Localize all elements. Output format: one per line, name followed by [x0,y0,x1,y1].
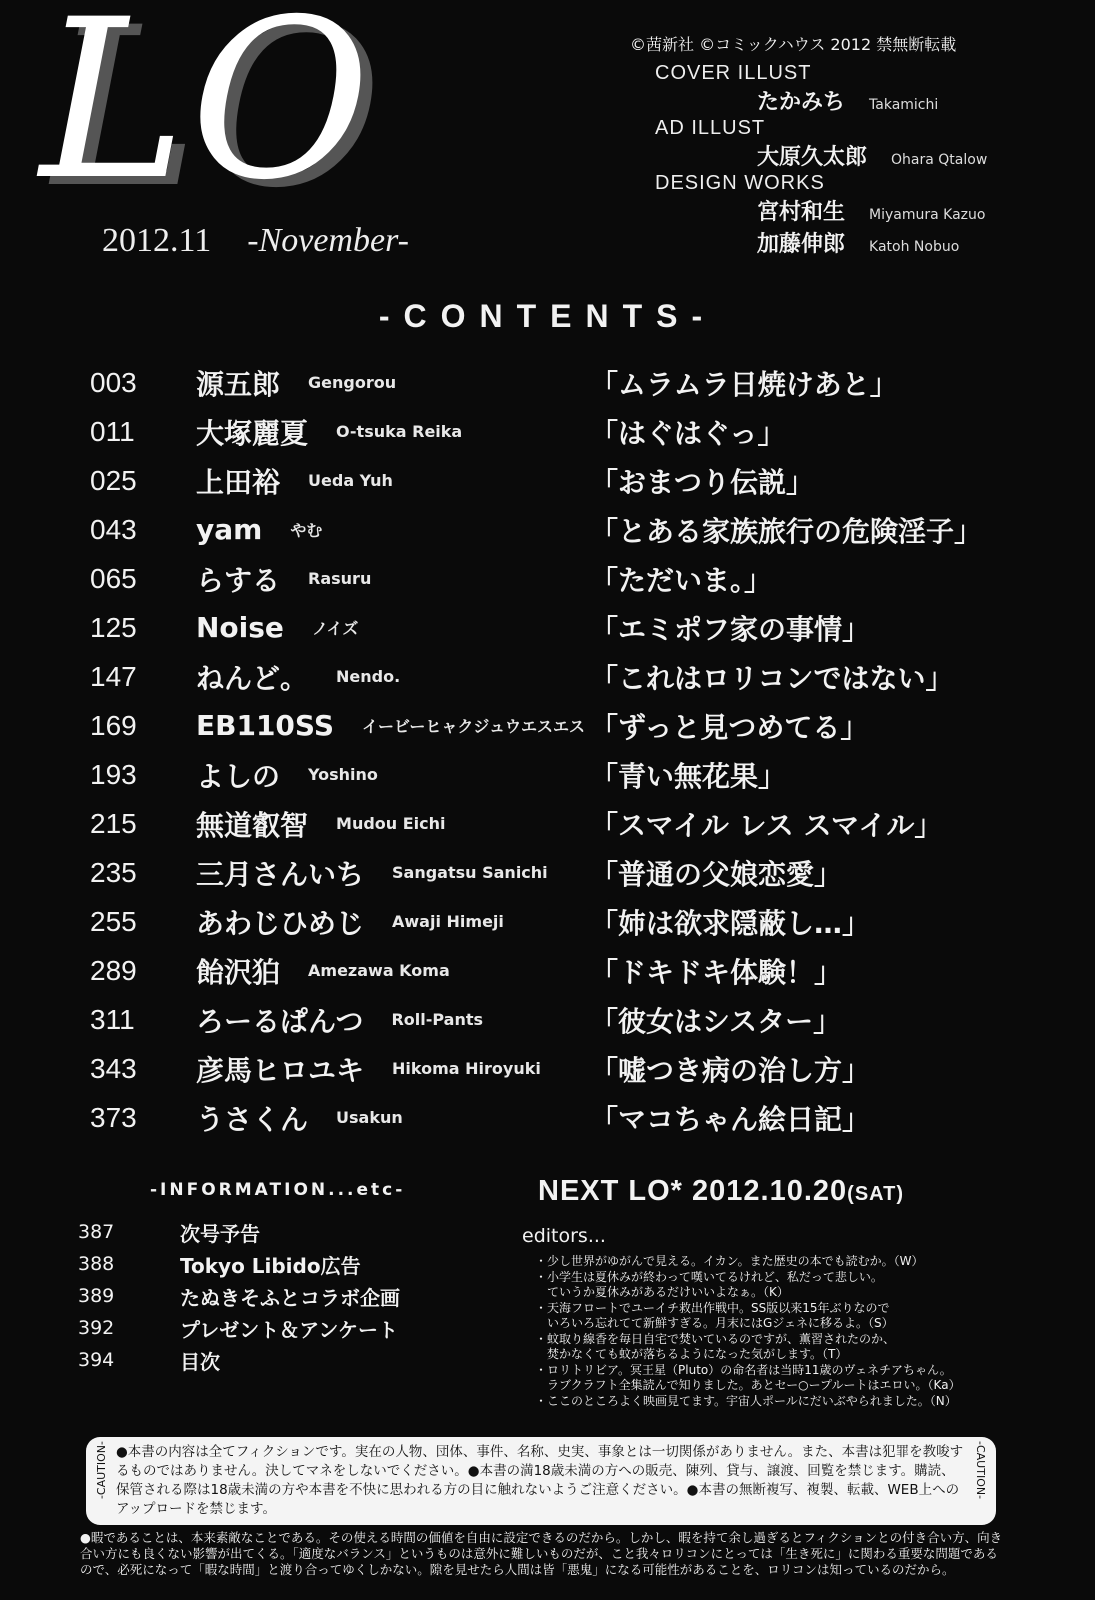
story-title: 「ムラムラ日焼けあと」 [590,367,898,401]
caution-label-right: -CAUTION- [974,1441,987,1500]
footer-text: ●暇であることは、本来素敵なことである。その使える時間の価値を自由に設定できるのだから。しかし、暇を持て余し過ぎるとフィクションとの付き合い方、向き合い方にも良くない影響が出てくる。「適度なバランス」というものは意外に難しいものだが、こと我々ロリコンにとっては「生き死に」に関わる重要な問題であるので、必死になって「暇な時間」と渡り合ってゆくしかない。隙を見せたら人間は皆「悪鬼」になる可能性があることを、ロリコンは知っているのだから。 [80,1530,1003,1577]
editor-note-line: ・蚊取り線香を毎日自宅で焚いているのですが、薫習されたのか、 [535,1331,896,1346]
credit-person [757,140,987,172]
author-name: 大塚麗夏 [196,416,309,450]
contents-row [90,554,1050,603]
credit-name: たかみち [757,90,846,115]
story-title: 「ドキドキ体験！」 [590,955,843,989]
credit-label: AD ILLUST [655,117,766,139]
author-name: 上田裕 [196,465,281,499]
info-page: 388 [78,1253,115,1275]
author-name: 源五郎 [196,367,281,401]
contents-row [90,701,1050,750]
contents-row [90,603,1050,652]
author-name: Noise [196,611,284,644]
editor-note-line: ・小学生は夏休みが終わって嘆いてるけれど、私だって悲しい。 [535,1269,883,1284]
page-number: 169 [90,709,137,741]
credit-label: COVER ILLUST [655,62,812,84]
contents-row [90,652,1050,701]
page-number: 193 [90,758,137,790]
information-row [78,1280,400,1312]
editor-note-line: ・天海フロートでユーイチ救出作戦中。SS版以来15年ぶりなので [535,1300,890,1315]
credit-name: 加藤伸郎 [757,232,846,257]
contents-row [90,1044,1050,1093]
editor-note-line: ラブクラフト全集読んで知りました。あとセー○ープルートはエロい。（Ka） [535,1378,961,1392]
author-name: あわじひめじ [196,906,365,940]
issue-month: -November- [247,222,409,259]
story-title: 「これはロリコンではない」 [590,661,954,695]
author-romaji: Gengorou [308,373,397,392]
contents-row [90,995,1050,1044]
credit-person [757,85,987,117]
page-number: 011 [90,415,135,447]
info-label: たぬきそふとコラボ企画 [180,1285,400,1310]
story-title: 「スマイル レス スマイル」 [590,808,943,842]
caution-box [86,1437,996,1525]
contents-row [90,897,1050,946]
story-title: 「はぐはぐっ」 [590,416,786,450]
story-title: 「おまつり伝説」 [590,465,815,499]
information-row [78,1216,400,1248]
author-romaji: Hikoma Hiroyuki [392,1059,541,1078]
author-romaji: やむ [290,521,323,540]
contents-heading: -CONTENTS- [378,298,717,334]
author-romaji: Usakun [336,1108,403,1127]
page-number: 147 [90,660,137,692]
copyright: ©茜新社 ©コミックハウス 2012 禁無断転載 [630,35,957,54]
credit-romaji: Miyamura Kazuo [869,207,986,223]
story-title: 「ずっと見つめてる」 [590,710,869,744]
info-page: 389 [78,1285,115,1307]
editor-notes [535,1254,1005,1409]
caution-text: ●本書の内容は全てフィクションです。実在の人物、団体、事件、名称、史実、事象とは一切関係がありません。また、本書は犯罪を教唆するものではありません。決してマネをしないでください。●本書の満18歳未満の方への販売、陳列、貸与、譲渡、回覧を禁じます。購読、保管される際は18歳未満の方や本書を不快に思われる方の目に触れないようご注意ください。●本書の無断複写、複製、転載、WEB上へのアップロードを禁じます。 [116,1444,964,1517]
page-number: 311 [90,1003,135,1035]
author-name: うさくん [196,1102,309,1136]
credits [655,62,987,259]
story-title: 「青い無花果」 [590,759,787,793]
editor-note-line: ・ロリトリビア。冥王星（Pluto）の命名者は当時11歳のヴェネチアちゃん。 [535,1362,952,1377]
author-name: 無道叡智 [196,808,309,842]
author-name: よしの [196,759,281,793]
editor-note-line: いろいろ忘れてて新鮮すぎる。月末にはGジェネに移るよ。（S） [535,1316,894,1330]
contents-row [90,799,1050,848]
information-row [78,1248,400,1280]
story-title: 「普通の父娘恋愛」 [590,857,843,891]
page-number: 215 [90,807,137,839]
information-row [78,1344,400,1376]
author-romaji: Rasuru [308,569,372,588]
author-romaji: イービーヒャクジュウエスエス [362,717,586,736]
page-number: 043 [90,513,137,545]
story-title: 「嘘つき病の治し方」 [590,1053,871,1087]
author-romaji: Mudou Eichi [336,814,446,833]
next-issue-date: NEXT LO* 2012.10.20 [538,1175,848,1207]
credit-romaji: Takamichi [869,97,939,113]
page-number: 003 [90,366,137,398]
page-number: 125 [90,611,137,643]
issue-date [102,222,409,260]
contents-row [90,750,1050,799]
author-romaji: Ueda Yuh [308,471,393,490]
author-romaji: Amezawa Koma [308,961,450,980]
contents-row [90,848,1050,897]
page-number: 065 [90,562,137,594]
author-romaji: Sangatsu Sanichi [392,863,548,882]
next-issue-day: (SAT) [847,1183,904,1205]
credit-name: 大原久太郎 [757,145,868,170]
info-label: Tokyo Libido広告 [180,1253,361,1278]
author-name: 彦馬ヒロユキ [196,1053,365,1087]
author-romaji: Nendo. [336,667,401,686]
page-number: 255 [90,905,137,937]
credit-romaji: Ohara Qtalow [891,152,988,168]
next-issue [538,1175,904,1208]
editors-heading: editors... [522,1225,606,1247]
author-name: ねんど。 [196,661,309,695]
information-heading: -INFORMATION...etc- [150,1180,406,1200]
contents-row [90,505,1050,554]
info-page: 392 [78,1317,115,1339]
author-name: yam [196,513,263,546]
editor-note-line: 焚かなくても蚊が落ちるようになった気がします。（T） [535,1347,848,1361]
credit-label: DESIGN WORKS [655,172,825,194]
info-label: プレゼント＆アンケート [180,1317,398,1342]
author-name: EB110SS [196,709,334,742]
page-number: 373 [90,1101,137,1133]
info-page: 387 [78,1221,115,1243]
author-romaji: ノイズ [311,619,359,638]
contents-row [90,407,1050,456]
author-name: 飴沢狛 [196,955,281,989]
story-title: 「ただいま。」 [590,563,773,597]
story-title: 「エミポフ家の事情」 [590,612,871,646]
info-label: 目次 [180,1349,220,1374]
credit-name: 宮村和生 [757,200,846,225]
author-name: 三月さんいち [196,857,365,891]
editor-note-line: ・少し世界がゆがんで見える。イカン。また歴史の本でも読むか。（W） [535,1254,924,1268]
author-name: らする [196,563,281,597]
information-list [78,1216,400,1376]
author-romaji: O-tsuka Reika [336,422,463,441]
contents-row [90,946,1050,995]
information-row [78,1312,400,1344]
author-romaji: Yoshino [308,765,378,784]
author-romaji: Roll-Pants [391,1010,484,1029]
info-page: 394 [78,1349,115,1371]
editor-note-line: ていうか夏休みがあるだけいいよなぁ。（K） [535,1285,789,1299]
page-number: 235 [90,856,137,888]
credit-person [757,195,987,227]
page-number: 025 [90,464,137,496]
info-label: 次号予告 [180,1221,260,1246]
author-romaji: Awaji Himeji [392,912,504,931]
story-title: 「彼女はシスター」 [590,1004,842,1038]
story-title: 「とある家族旅行の危険淫子」 [590,514,983,548]
editor-note-line: ・ここのところよく映画見てます。宇宙人ポールにだいぶやられました。（N） [535,1393,957,1408]
issue-number: 2012.11 [102,222,212,259]
magazine-logo: LO [40,0,375,228]
contents-list [90,358,1050,1142]
story-title: 「マコちゃん絵日記」 [590,1102,871,1136]
credit-romaji: Katoh Nobuo [869,239,960,255]
page-number: 289 [90,954,137,986]
contents-row [90,1093,1050,1142]
story-title: 「姉は欲求隠蔽し…」 [590,906,871,940]
credit-person [757,227,987,259]
contents-row [90,358,1050,407]
page-number: 343 [90,1052,137,1084]
caution-label-left: -CAUTION- [95,1441,108,1500]
author-name: ろーるぱんつ [196,1004,364,1038]
contents-row [90,456,1050,505]
